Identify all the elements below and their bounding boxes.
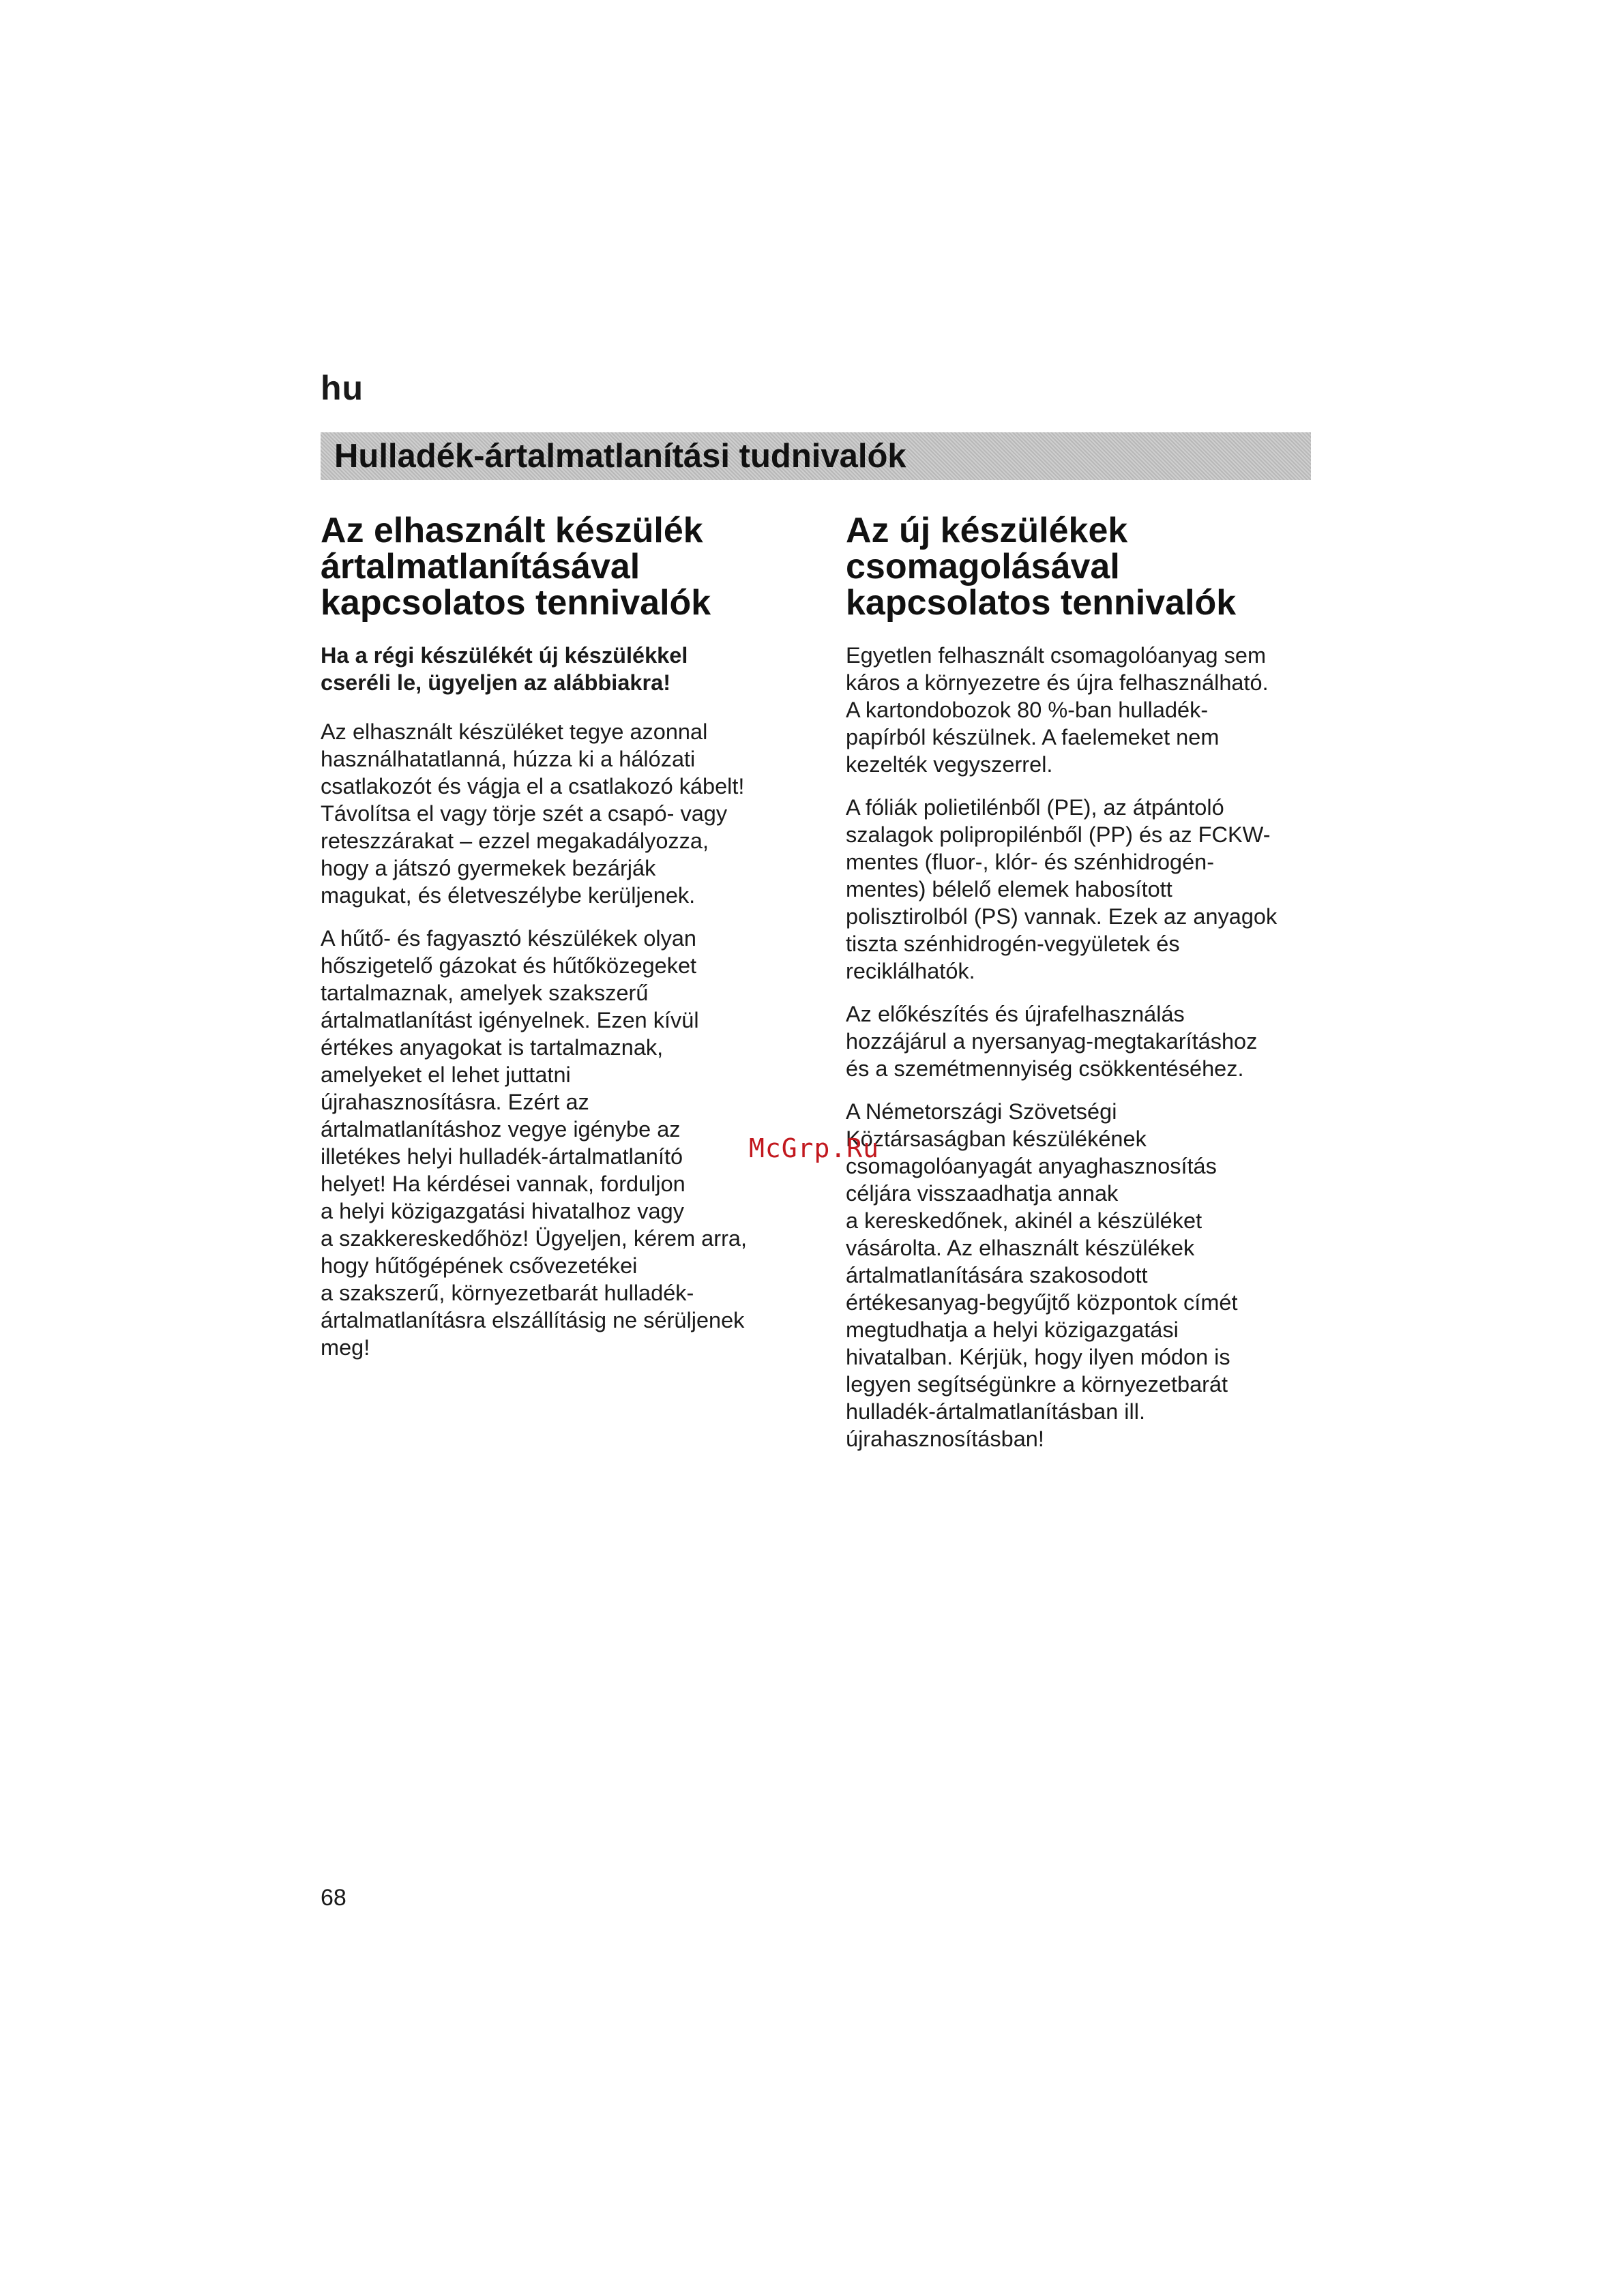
right-paragraph-1 bbox=[846, 642, 1316, 778]
text-line: ártalmatlanításhoz vegye igénybe az bbox=[321, 1117, 681, 1142]
text-line: használhatatlanná, húzza ki a hálózati bbox=[321, 747, 696, 771]
heading-line: csomagolásával bbox=[846, 547, 1120, 586]
text-line: a szakszerű, környezetbarát hulladék- bbox=[321, 1281, 694, 1305]
text-line: Távolítsa el vagy törje szét a csapó- vagy bbox=[321, 801, 728, 826]
left-column bbox=[321, 513, 798, 1377]
text-line: ártalmatlanítást igényelnek. Ezen kívül bbox=[321, 1008, 699, 1032]
text-line: Az előkészítés és újrafelhasználás bbox=[846, 1002, 1185, 1026]
text-line: ártalmatlanítására szakosodott bbox=[846, 1263, 1148, 1287]
text-line: hozzájárul a nyersanyag-megtakarításhoz bbox=[846, 1029, 1258, 1054]
text-line: A kartondobozok 80 %-ban hulladék- bbox=[846, 698, 1209, 722]
text-line: A hűtő- és fagyasztó készülékek olyan bbox=[321, 926, 697, 951]
text-line: a kereskedőnek, akinél a készüléket bbox=[846, 1208, 1202, 1233]
text-line: tiszta szénhidrogén-vegyületek és bbox=[846, 931, 1180, 956]
section-header-bar bbox=[321, 432, 1311, 480]
right-paragraph-2 bbox=[846, 794, 1316, 985]
text-line: reciklálhatók. bbox=[846, 959, 975, 983]
text-line: kezelték vegyszerrel. bbox=[846, 752, 1053, 777]
watermark-text: McGrp.Ru bbox=[749, 1133, 880, 1163]
text-line: vásárolta. Az elhasznált készülékek bbox=[846, 1236, 1195, 1260]
text-line: káros a környezetre és újra felhasználható. bbox=[846, 670, 1269, 695]
right-column bbox=[846, 513, 1316, 1468]
text-line: és a szemétmennyiség csökkentéséhez. bbox=[846, 1056, 1244, 1081]
text-line: Köztársaságban készülékének bbox=[846, 1127, 1147, 1151]
text-line: megtudhatja a helyi közigazgatási bbox=[846, 1317, 1179, 1342]
text-line: hivatalban. Kérjük, hogy ilyen módon is bbox=[846, 1345, 1230, 1369]
text-line: hőszigetelő gázokat és hűtőközegeket bbox=[321, 953, 697, 978]
text-line: illetékes helyi hulladék-ártalmatlanító bbox=[321, 1144, 683, 1169]
text-line: meg! bbox=[321, 1335, 370, 1360]
text-line: értékesanyag-begyűjtő központok címét bbox=[846, 1290, 1238, 1315]
heading-line: Az elhasznált készülék bbox=[321, 511, 703, 550]
text-line: amelyeket el lehet juttatni bbox=[321, 1062, 571, 1087]
text-line: papírból készülnek. A faelemeket nem bbox=[846, 725, 1220, 749]
text-line: szalagok polipropilénből (PP) és az FCKW- bbox=[846, 822, 1271, 847]
left-intro-paragraph bbox=[321, 642, 798, 696]
right-paragraph-3 bbox=[846, 1000, 1316, 1082]
text-line: polisztirolból (PS) vannak. Ezek az anyagok bbox=[846, 904, 1278, 929]
page-number: 68 bbox=[321, 1885, 346, 1911]
text-line: A fóliák polietilénből (PE), az átpántoló bbox=[846, 795, 1224, 820]
heading-line: kapcsolatos tennivalók bbox=[846, 583, 1237, 623]
text-line: magukat, és életveszélybe kerüljenek. bbox=[321, 883, 696, 908]
text-line: reteszzárakat – ezzel megakadályozza, bbox=[321, 829, 709, 853]
text-line: értékes anyagokat is tartalmaznak, bbox=[321, 1035, 664, 1060]
section-title: Hulladék-ártalmatlanítási tudnivalók bbox=[334, 438, 906, 475]
text-line: A Németországi Szövetségi bbox=[846, 1099, 1117, 1124]
text-line: Az elhasznált készüléket tegye azonnal bbox=[321, 719, 708, 744]
text-line: mentes) bélelő elemek habosított bbox=[846, 877, 1172, 901]
left-column-heading bbox=[321, 513, 798, 621]
text-line: Ha a régi készülékét új készülékkel bbox=[321, 643, 688, 668]
text-line: csomagolóanyagát anyaghasznosítás bbox=[846, 1154, 1217, 1178]
right-paragraph-4 bbox=[846, 1098, 1316, 1452]
text-line: legyen segítségünkre a környezetbarát bbox=[846, 1372, 1228, 1397]
text-line: céljára visszaadhatja annak bbox=[846, 1181, 1119, 1206]
text-line: hogy a játszó gyermekek bezárják bbox=[321, 856, 656, 880]
text-line: ártalmatlanításra elszállításig ne sérüljenek bbox=[321, 1308, 745, 1332]
left-paragraph-2 bbox=[321, 925, 798, 1361]
text-line: helyet! Ha kérdései vannak, forduljon bbox=[321, 1172, 685, 1196]
right-column-heading bbox=[846, 513, 1316, 621]
text-line: hogy hűtőgépének csővezetékei bbox=[321, 1253, 638, 1278]
text-line: mentes (fluor-, klór- és szénhidrogén- bbox=[846, 850, 1215, 874]
text-line: újrahasznosításra. Ezért az bbox=[321, 1090, 589, 1114]
text-line: a szakkereskedőhöz! Ügyeljen, kérem arra, bbox=[321, 1226, 748, 1251]
heading-line: Az új készülékek bbox=[846, 511, 1128, 550]
left-paragraph-1 bbox=[321, 718, 798, 909]
text-line: újrahasznosításban! bbox=[846, 1427, 1044, 1451]
text-line: csatlakozót és vágja el a csatlakozó kábelt! bbox=[321, 774, 745, 799]
text-line: cseréli le, ügyeljen az alábbiakra! bbox=[321, 670, 671, 695]
text-line: hulladék-ártalmatlanításban ill. bbox=[846, 1399, 1145, 1424]
heading-line: ártalmatlanításával bbox=[321, 547, 640, 586]
text-line: tartalmaznak, amelyek szakszerű bbox=[321, 981, 649, 1005]
text-line: a helyi közigazgatási hivatalhoz vagy bbox=[321, 1199, 684, 1223]
language-code: hu bbox=[321, 369, 364, 407]
heading-line: kapcsolatos tennivalók bbox=[321, 583, 711, 623]
text-line: Egyetlen felhasznált csomagolóanyag sem bbox=[846, 643, 1267, 668]
